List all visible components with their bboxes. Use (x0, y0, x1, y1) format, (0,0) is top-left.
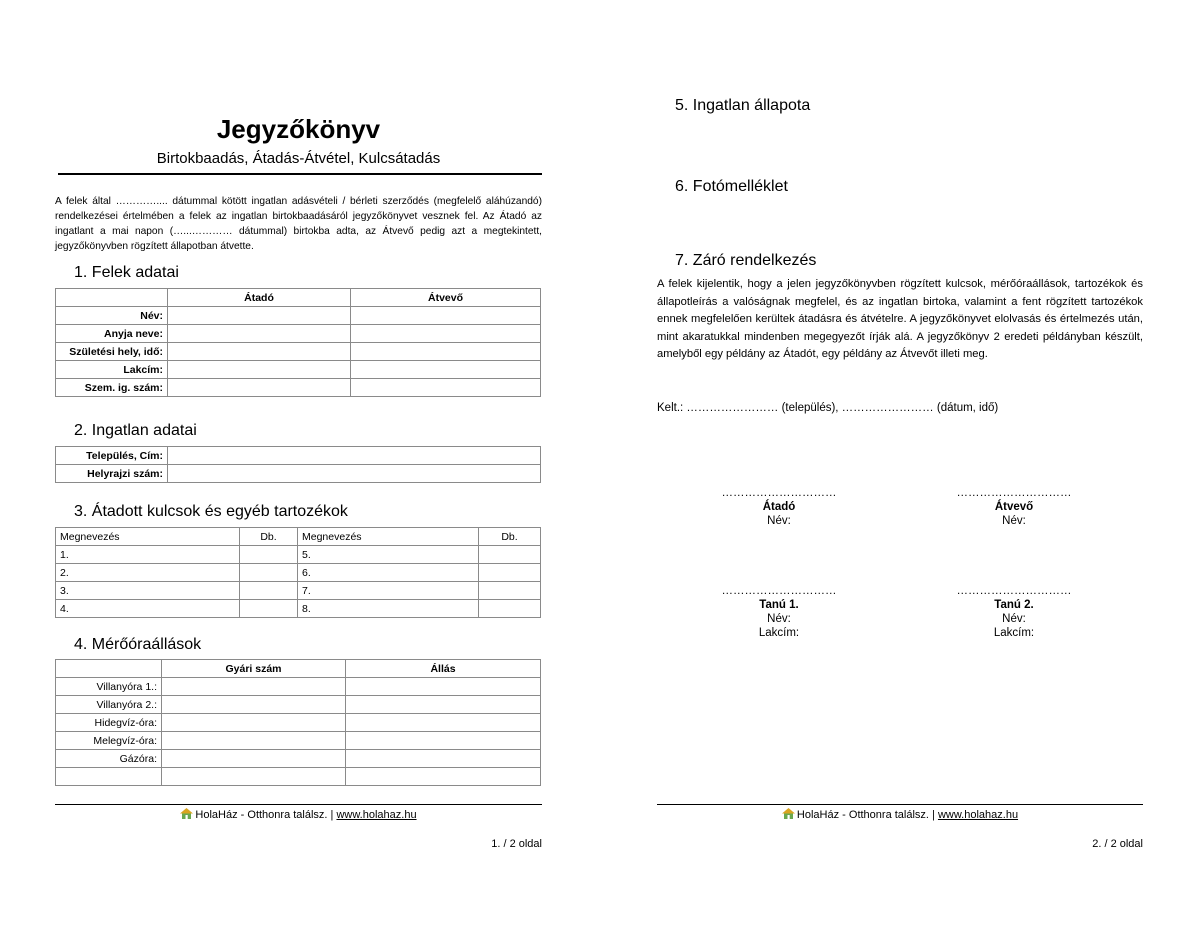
signature-line-atvevo: ………………………… (956, 487, 1072, 499)
key-item-8[interactable]: 8. (298, 600, 479, 618)
melegviz-allas-cell[interactable] (346, 732, 541, 750)
key-item-2[interactable]: 2. (56, 564, 240, 582)
col-header-atado: Átadó (168, 289, 351, 307)
atvevo-lakcim-cell[interactable] (351, 361, 541, 379)
intro-paragraph: A felek által ………….... dátummal kötött ingatlan adásvételi / bérleti szerződés (megfelelő aláhúzandó) rendelkezései értelmében a felek az ingatlan birtokbaadásáról jegyzőkönyvet vesznek fel. Az Átadó az ingatlant a mai napon (…...………… dátummal) birtokba adta, az Átvevő pedig azt a megtekintett, jegyzőkönyvben rögzített állapotban átvette. (55, 196, 542, 252)
meter-label-extra (56, 768, 162, 786)
key-item-4[interactable]: 4. (56, 600, 240, 618)
atado-lakcim-cell[interactable] (168, 361, 351, 379)
gazora-allas-cell[interactable] (346, 750, 541, 768)
col-header-megnevezes-left: Megnevezés (56, 528, 240, 546)
meter-label-villany1: Villanyóra 1.: (56, 678, 162, 696)
key-db-2[interactable] (240, 564, 298, 582)
signature-line-atado: ………………………… (721, 487, 837, 499)
footer-page2 (657, 808, 1143, 821)
col-header-db-left: Db. (240, 528, 298, 546)
row-label-helyrajzi: Helyrajzi szám: (56, 465, 168, 483)
atvevo-anyja-neve-cell[interactable] (351, 325, 541, 343)
page-number-2: 2. / 2 oldal (1092, 838, 1143, 850)
section1-heading: 1. Felek adatai (74, 264, 179, 281)
signature-nev-tanu2: Név: (1002, 613, 1026, 625)
extra-allas-cell[interactable] (346, 768, 541, 786)
meter-label-melegviz: Melegvíz-óra: (56, 732, 162, 750)
key-db-1[interactable] (240, 546, 298, 564)
villany2-gyari-cell[interactable] (162, 696, 346, 714)
signature-lakcim-tanu1: Lakcím: (758, 627, 800, 639)
meter-label-hidegviz: Hidegvíz-óra: (56, 714, 162, 732)
col-header-megnevezes-right: Megnevezés (298, 528, 479, 546)
signature-label-atvevo: Átvevő (994, 501, 1034, 513)
key-db-5[interactable] (479, 546, 541, 564)
footer-divider-page1 (55, 804, 542, 805)
signature-nev-tanu1: Név: (767, 613, 791, 625)
key-item-3[interactable]: 3. (56, 582, 240, 600)
footer-page1 (55, 808, 542, 821)
atvevo-szuletesi-cell[interactable] (351, 343, 541, 361)
signature-label-atado: Átadó (762, 501, 796, 513)
melegviz-gyari-cell[interactable] (162, 732, 346, 750)
title-divider (58, 173, 542, 175)
meters-table (55, 659, 541, 786)
hidegviz-gyari-cell[interactable] (162, 714, 346, 732)
house-icon (180, 808, 193, 819)
signature-label-tanu2: Tanú 2. (994, 599, 1034, 611)
helyrajzi-cell[interactable] (168, 465, 541, 483)
page1-subtitle: Birtokbaadás, Átadás-Átvétel, Kulcsátadás (156, 150, 441, 167)
atvevo-szem-ig-cell[interactable] (351, 379, 541, 397)
col-header-allas: Állás (346, 660, 541, 678)
villany1-allas-cell[interactable] (346, 678, 541, 696)
col-header-atvevo: Átvevő (351, 289, 541, 307)
hidegviz-allas-cell[interactable] (346, 714, 541, 732)
key-item-6[interactable]: 6. (298, 564, 479, 582)
parties-corner (56, 289, 168, 307)
villany1-gyari-cell[interactable] (162, 678, 346, 696)
property-table (55, 446, 541, 483)
extra-gyari-cell[interactable] (162, 768, 346, 786)
section4-heading: 4. Mérőóraállások (74, 636, 202, 653)
signature-label-tanu1: Tanú 1. (759, 599, 799, 611)
key-db-8[interactable] (479, 600, 541, 618)
section7-heading: 7. Záró rendelkezés (675, 252, 817, 269)
signature-nev-atvevo: Név: (1002, 515, 1026, 527)
closing-paragraph: A felek kijelentik, hogy a jelen jegyzőkönyvben rögzített kulcsok, mérőóraállások, tartozékok és állapotleírás a valóságnak megfelel, és az ingatlan birtoka, valamint a fent rögzített tartozékok ennek megfelelően kerültek átadásra és átvételre. A jegyzőkönyvet elolvasás és értelmezés után, mint akaratukkal mindenben megegyezőt írják alá. A jegyzőkönyv 2 eredeti példányban készült, amelyből egy példány az Átadót, egy példány az Átvevőt illeti meg. (657, 278, 1143, 360)
key-db-6[interactable] (479, 564, 541, 582)
footer-link-page2[interactable]: www.holahaz.hu (937, 809, 1019, 821)
key-item-5[interactable]: 5. (298, 546, 479, 564)
footer-brand-page2: HolaHáz - Otthonra találsz. | (796, 809, 938, 821)
atado-nev-cell[interactable] (168, 307, 351, 325)
signature-nev-atado: Név: (767, 515, 791, 527)
parties-table (55, 288, 541, 397)
signature-line-tanu2: ………………………… (956, 585, 1072, 597)
meter-label-gazora: Gázóra: (56, 750, 162, 768)
atvevo-nev-cell[interactable] (351, 307, 541, 325)
signature-atvevo (914, 486, 1114, 528)
footer-link-page1[interactable]: www.holahaz.hu (336, 809, 417, 821)
meters-corner (56, 660, 162, 678)
keys-table (55, 527, 541, 618)
key-item-1[interactable]: 1. (56, 546, 240, 564)
row-label-lakcim: Lakcím: (56, 361, 168, 379)
section2-heading: 2. Ingatlan adatai (74, 422, 197, 439)
kelt-line: Kelt.: …………………… (település), …………………… (dátum, idő) (657, 402, 999, 414)
signature-tanu2 (914, 584, 1114, 640)
section6-heading: 6. Fotómelléklet (675, 178, 788, 195)
atado-szem-ig-cell[interactable] (168, 379, 351, 397)
page1-title: Jegyzőkönyv (216, 114, 381, 144)
signature-tanu1 (679, 584, 879, 640)
key-item-7[interactable]: 7. (298, 582, 479, 600)
atado-szuletesi-cell[interactable] (168, 343, 351, 361)
section3-heading: 3. Átadott kulcsok és egyéb tartozékok (74, 503, 348, 520)
section5-heading: 5. Ingatlan állapota (675, 97, 811, 114)
signature-atado (679, 486, 879, 528)
gazora-gyari-cell[interactable] (162, 750, 346, 768)
signature-lakcim-tanu2: Lakcím: (993, 627, 1035, 639)
meter-label-villany2: Villanyóra 2.: (56, 696, 162, 714)
telepules-cell[interactable] (168, 447, 541, 465)
col-header-gyari-szam: Gyári szám (162, 660, 346, 678)
row-label-nev: Név: (56, 307, 168, 325)
row-label-szem-ig: Szem. ig. szám: (56, 379, 168, 397)
key-db-7[interactable] (479, 582, 541, 600)
row-label-telepules: Település, Cím: (56, 447, 168, 465)
signature-line-tanu1: ………………………… (721, 585, 837, 597)
key-db-4[interactable] (240, 600, 298, 618)
col-header-db-right: Db. (479, 528, 541, 546)
villany2-allas-cell[interactable] (346, 696, 541, 714)
row-label-szuletesi: Születési hely, idő: (56, 343, 168, 361)
page-number-1: 1. / 2 oldal (491, 838, 542, 850)
key-db-3[interactable] (240, 582, 298, 600)
footer-brand-page1: HolaHáz - Otthonra találsz. | (195, 809, 337, 821)
footer-divider-page2 (657, 804, 1143, 805)
row-label-anyja-neve: Anyja neve: (56, 325, 168, 343)
house-icon (782, 808, 795, 819)
atado-anyja-neve-cell[interactable] (168, 325, 351, 343)
